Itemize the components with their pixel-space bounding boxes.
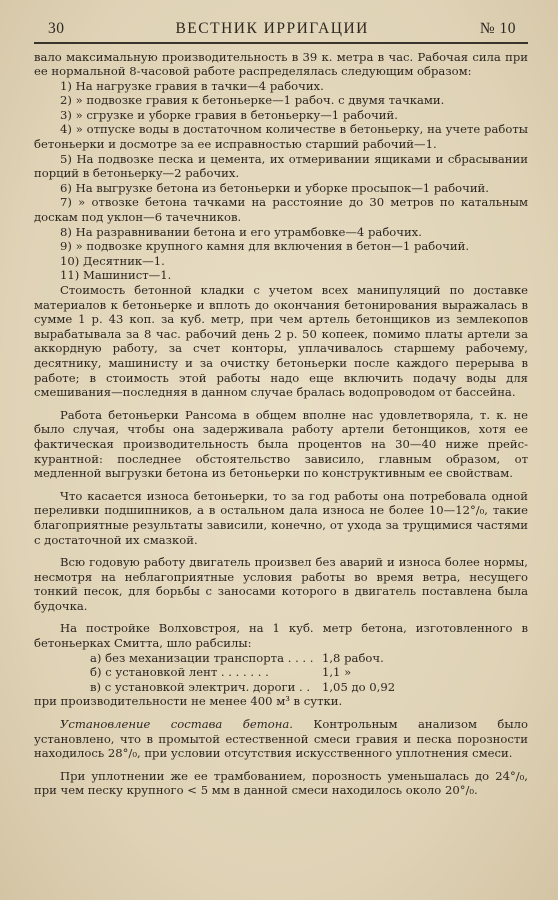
labor-table-label: в) с установкой электрич. дороги . . bbox=[90, 679, 311, 694]
paragraph: 7) » отвозке бетона тачками на расстояние до 30 метров по катальным доскам под уклон—6 тачечников. bbox=[34, 195, 528, 225]
header-rule bbox=[34, 42, 528, 44]
paragraph: Стоимость бетонной кладки с учетом всех манипуляций по доставке материалов к бетоньерке и вплоть до окончания бетонирования выражалась в сумме 1 р. 43 коп. за куб. метр, при чем артель бетонщиков из землекопов вырабатывала за 8 час. рабочий день 2 р. 50 копеек, помимо платы артели за аккордную работу, за счет конторы, уплачивалось старшему рабочему, десятнику, машинисту и за очистку бетоньерки после каждого перерыва в работе; в стоимость этой работы надо еще включить подачу воды для смешивания—последняя в данном случае бралась водопроводом от бассейна. bbox=[34, 283, 528, 400]
paragraph: 6) На выгрузке бетона из бетоньерки и уборке просыпок—1 рабочий. bbox=[60, 180, 489, 195]
paragraph: 9) » подвозке крупного камня для включения в бетон—1 рабочий. bbox=[60, 239, 470, 254]
paragraph: 11) Машинист—1. bbox=[60, 268, 172, 283]
paragraph: 4) » отпуске воды в достаточном количестве в бетоньерку, на учете работы бетоньерки и досмотре за ее исправностью старший рабочий—1. bbox=[34, 122, 528, 152]
labor-table-row bbox=[34, 680, 528, 695]
labor-table-value: 1,1 » bbox=[322, 665, 352, 680]
paragraph-list bbox=[34, 50, 528, 651]
labor-table-value: 1,05 до 0,92 bbox=[322, 679, 396, 694]
labor-table-label: а) без механизации транспорта . . . . bbox=[90, 650, 314, 665]
paragraph: Что касается износа бетоньерки, то за год работы она потребовала одной переливки подшипников, а в остальном дала износа не более 10—12°/₀, такие благоприятные результаты зависили, конечно, от ухода за трущимися частями с достаточной их смазкой. bbox=[34, 488, 528, 547]
paragraph: На постройке Волховстроя, на 1 куб. метр бетона, изготовленного в бетоньерках Смитта, шло рабсилы: bbox=[34, 621, 528, 651]
section-text: Контрольным анализом было установлено, что в промытой естественной смеси гравия и песка порозности находилось 28°/₀, при условии отсутствия искусственного уплотнения смеси. bbox=[34, 717, 528, 761]
labor-table bbox=[34, 651, 528, 695]
journal-title: ВЕСТНИК ИРРИГАЦИИ bbox=[175, 20, 369, 37]
section-heading: Установление состава бетона. bbox=[60, 717, 293, 732]
article-body bbox=[34, 50, 528, 799]
page-header bbox=[48, 20, 516, 38]
page-number: 30 bbox=[48, 20, 65, 37]
paragraph: 8) На разравнивании бетона и его утрамбовке—4 рабочих. bbox=[60, 224, 422, 239]
paragraph: Работа бетоньерки Рансома в общем вполне нас удовлетворяла, т. к. не было случая, чтобы она задерживала работу артели бетонщиков, хотя ее фактическая производительность была процентов на 30—40 ниже прейс-курантной: последнее обстоятельство зависило, главным образом, от медленной выгрузки бетона из бетоньерки по конструктивным ее свойствам. bbox=[34, 407, 528, 481]
last-paragraph: При уплотнении же ее трамбованием, порозность уменьшалась до 24°/₀, при чем песку крупного < 5 мм в данной смеси находилось около 20°/₀. bbox=[34, 768, 528, 798]
paragraph: вало максимальную производительность в 39 к. метра в час. Рабочая сила при ее нормальной 8-часовой работе распределялась следующим образом: bbox=[34, 49, 528, 79]
section-paragraph bbox=[34, 717, 528, 761]
labor-table-row bbox=[34, 651, 528, 666]
paragraph: Всю годовую работу двигатель произвел без аварий и износа более нормы, несмотря на неблагоприятные условия работы во время ветра, несущего тонкий песок, для борьбы с заносами которого в двигатель поставлена была будочка. bbox=[34, 555, 528, 613]
paragraph: 10) Десятник—1. bbox=[60, 253, 165, 268]
paragraph: 5) На подвозке песка и цемента, их отмеривании ящиками и сбрасывании порций в бетоньерку—2 рабочих. bbox=[34, 151, 528, 181]
labor-table-row bbox=[34, 665, 528, 680]
paragraph: 2) » подвозке гравия к бетоньерке—1 рабоч. с двумя тачками. bbox=[60, 93, 445, 108]
labor-table-label: б) с установкой лент . . . . . . . bbox=[90, 665, 269, 680]
paragraph: 3) » сгрузке и уборке гравия в бетоньерку—1 рабочий. bbox=[60, 107, 398, 122]
paragraph: 1) На нагрузке гравия в тачки—4 рабочих. bbox=[60, 78, 324, 93]
after-table-text: при производительности не менее 400 м³ в сутки. bbox=[34, 694, 343, 709]
labor-table-value: 1,8 рабоч. bbox=[322, 650, 384, 665]
issue-number: № 10 bbox=[479, 20, 516, 37]
